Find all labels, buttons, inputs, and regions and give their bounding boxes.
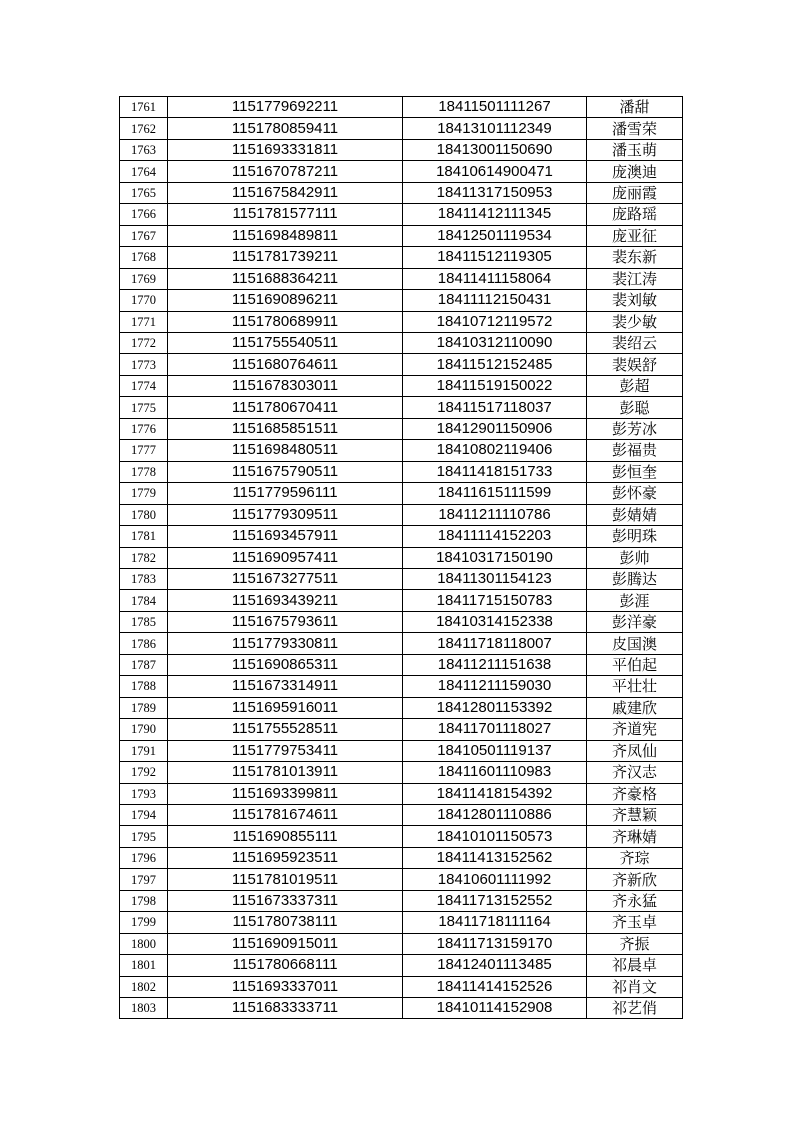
table-row xyxy=(120,568,683,589)
person-name-cell: 祁晨卓 xyxy=(587,955,683,976)
row-index-cell: 1774 xyxy=(120,375,168,396)
person-name-cell: 彭芳冰 xyxy=(587,418,683,439)
person-name-cell: 彭腾达 xyxy=(587,568,683,589)
row-index-cell: 1798 xyxy=(120,890,168,911)
registration-number-cell: 18411713152552 xyxy=(403,890,587,911)
registration-number-cell: 18412801153392 xyxy=(403,697,587,718)
registration-number-cell: 18411418151733 xyxy=(403,461,587,482)
table-row xyxy=(120,676,683,697)
table-row xyxy=(120,182,683,203)
person-name-cell: 裴少敏 xyxy=(587,311,683,332)
registration-number-cell: 18411701118027 xyxy=(403,719,587,740)
registration-number-cell: 18410114152908 xyxy=(403,998,587,1019)
registration-number-cell: 18411718111164 xyxy=(403,912,587,933)
table-body xyxy=(120,97,683,1019)
registration-number-cell: 18411418154392 xyxy=(403,783,587,804)
person-name-cell: 齐振 xyxy=(587,933,683,954)
table-row xyxy=(120,912,683,933)
id-number-cell: 1151675790511 xyxy=(168,461,403,482)
table-row xyxy=(120,504,683,525)
table-row xyxy=(120,332,683,353)
table-row xyxy=(120,697,683,718)
person-name-cell: 彭涯 xyxy=(587,590,683,611)
person-name-cell: 齐琮 xyxy=(587,847,683,868)
row-index-cell: 1784 xyxy=(120,590,168,611)
id-number-cell: 1151781739211 xyxy=(168,247,403,268)
row-index-cell: 1787 xyxy=(120,654,168,675)
table-row xyxy=(120,311,683,332)
person-name-cell: 齐豪格 xyxy=(587,783,683,804)
id-number-cell: 1151695916011 xyxy=(168,697,403,718)
table-row xyxy=(120,375,683,396)
person-name-cell: 彭明珠 xyxy=(587,526,683,547)
person-name-cell: 裴刘敏 xyxy=(587,290,683,311)
person-name-cell: 庞澳迪 xyxy=(587,161,683,182)
row-index-cell: 1768 xyxy=(120,247,168,268)
id-number-cell: 1151781013911 xyxy=(168,762,403,783)
person-name-cell: 彭恒奎 xyxy=(587,461,683,482)
row-index-cell: 1769 xyxy=(120,268,168,289)
id-number-cell: 1151673314911 xyxy=(168,676,403,697)
row-index-cell: 1788 xyxy=(120,676,168,697)
person-name-cell: 齐汉志 xyxy=(587,762,683,783)
person-name-cell: 裴江涛 xyxy=(587,268,683,289)
table-row xyxy=(120,955,683,976)
row-index-cell: 1780 xyxy=(120,504,168,525)
row-index-cell: 1764 xyxy=(120,161,168,182)
registration-number-cell: 18410317150190 xyxy=(403,547,587,568)
registration-number-cell: 18412901150906 xyxy=(403,418,587,439)
id-number-cell: 1151690896211 xyxy=(168,290,403,311)
table-row xyxy=(120,869,683,890)
registration-number-cell: 18410601111992 xyxy=(403,869,587,890)
id-number-cell: 1151779309511 xyxy=(168,504,403,525)
row-index-cell: 1791 xyxy=(120,740,168,761)
table-row xyxy=(120,933,683,954)
row-index-cell: 1795 xyxy=(120,826,168,847)
person-name-cell: 齐永猛 xyxy=(587,890,683,911)
row-index-cell: 1775 xyxy=(120,397,168,418)
id-number-cell: 1151690865311 xyxy=(168,654,403,675)
id-number-cell: 1151690957411 xyxy=(168,547,403,568)
table-row xyxy=(120,247,683,268)
row-index-cell: 1773 xyxy=(120,354,168,375)
registration-number-cell: 18411211110786 xyxy=(403,504,587,525)
table-row xyxy=(120,740,683,761)
registration-number-cell: 18410312110090 xyxy=(403,332,587,353)
id-number-cell: 1151698489811 xyxy=(168,225,403,246)
person-name-cell: 彭婧婧 xyxy=(587,504,683,525)
registration-number-cell: 18411211151638 xyxy=(403,654,587,675)
id-number-cell: 1151780689911 xyxy=(168,311,403,332)
row-index-cell: 1772 xyxy=(120,332,168,353)
registration-number-cell: 18413001150690 xyxy=(403,139,587,160)
table-row xyxy=(120,633,683,654)
id-number-cell: 1151670787211 xyxy=(168,161,403,182)
registration-number-cell: 18412801110886 xyxy=(403,804,587,825)
row-index-cell: 1783 xyxy=(120,568,168,589)
row-index-cell: 1766 xyxy=(120,204,168,225)
id-number-cell: 1151779692211 xyxy=(168,97,403,118)
table-row xyxy=(120,976,683,997)
row-index-cell: 1770 xyxy=(120,290,168,311)
person-name-cell: 齐玉卓 xyxy=(587,912,683,933)
id-number-cell: 1151678303011 xyxy=(168,375,403,396)
data-table xyxy=(119,96,683,1019)
registration-number-cell: 18411715150783 xyxy=(403,590,587,611)
id-number-cell: 1151675842911 xyxy=(168,182,403,203)
registration-number-cell: 18411317150953 xyxy=(403,182,587,203)
person-name-cell: 彭聪 xyxy=(587,397,683,418)
table-row xyxy=(120,719,683,740)
id-number-cell: 1151780859411 xyxy=(168,118,403,139)
row-index-cell: 1781 xyxy=(120,526,168,547)
id-number-cell: 1151680764611 xyxy=(168,354,403,375)
row-index-cell: 1779 xyxy=(120,483,168,504)
table-row xyxy=(120,290,683,311)
table-row xyxy=(120,97,683,118)
table-row xyxy=(120,654,683,675)
person-name-cell: 齐琳婧 xyxy=(587,826,683,847)
person-name-cell: 潘玉萌 xyxy=(587,139,683,160)
id-number-cell: 1151755528511 xyxy=(168,719,403,740)
registration-number-cell: 18412501119534 xyxy=(403,225,587,246)
table-row xyxy=(120,418,683,439)
person-name-cell: 彭帅 xyxy=(587,547,683,568)
person-name-cell: 庞路瑶 xyxy=(587,204,683,225)
id-number-cell: 1151781577111 xyxy=(168,204,403,225)
registration-number-cell: 18412401113485 xyxy=(403,955,587,976)
registration-number-cell: 18411517118037 xyxy=(403,397,587,418)
row-index-cell: 1799 xyxy=(120,912,168,933)
registration-number-cell: 18411414152526 xyxy=(403,976,587,997)
table-row xyxy=(120,483,683,504)
table-row xyxy=(120,461,683,482)
table-row xyxy=(120,590,683,611)
registration-number-cell: 18411713159170 xyxy=(403,933,587,954)
registration-number-cell: 18410501119137 xyxy=(403,740,587,761)
person-name-cell: 彭福贵 xyxy=(587,440,683,461)
table-row xyxy=(120,783,683,804)
person-name-cell: 齐道宪 xyxy=(587,719,683,740)
row-index-cell: 1765 xyxy=(120,182,168,203)
table-row xyxy=(120,354,683,375)
row-index-cell: 1785 xyxy=(120,611,168,632)
id-number-cell: 1151685851511 xyxy=(168,418,403,439)
table-row xyxy=(120,998,683,1019)
id-number-cell: 1151781019511 xyxy=(168,869,403,890)
registration-number-cell: 18411413152562 xyxy=(403,847,587,868)
registration-number-cell: 18411519150022 xyxy=(403,375,587,396)
id-number-cell: 1151688364211 xyxy=(168,268,403,289)
registration-number-cell: 18410802119406 xyxy=(403,440,587,461)
person-name-cell: 平伯起 xyxy=(587,654,683,675)
person-name-cell: 彭洋豪 xyxy=(587,611,683,632)
registration-number-cell: 18411211159030 xyxy=(403,676,587,697)
registration-number-cell: 18411601110983 xyxy=(403,762,587,783)
person-name-cell: 彭超 xyxy=(587,375,683,396)
table-row xyxy=(120,440,683,461)
row-index-cell: 1790 xyxy=(120,719,168,740)
registration-number-cell: 18410614900471 xyxy=(403,161,587,182)
person-name-cell: 裴绍云 xyxy=(587,332,683,353)
id-number-cell: 1151673277511 xyxy=(168,568,403,589)
row-index-cell: 1762 xyxy=(120,118,168,139)
registration-number-cell: 18411512119305 xyxy=(403,247,587,268)
row-index-cell: 1763 xyxy=(120,139,168,160)
table-row xyxy=(120,804,683,825)
row-index-cell: 1797 xyxy=(120,869,168,890)
id-number-cell: 1151780738111 xyxy=(168,912,403,933)
id-number-cell: 1151779753411 xyxy=(168,740,403,761)
table-row xyxy=(120,526,683,547)
id-number-cell: 1151780670411 xyxy=(168,397,403,418)
registration-number-cell: 18411512152485 xyxy=(403,354,587,375)
table-row xyxy=(120,204,683,225)
id-number-cell: 1151693457911 xyxy=(168,526,403,547)
id-number-cell: 1151693439211 xyxy=(168,590,403,611)
id-number-cell: 1151698480511 xyxy=(168,440,403,461)
person-name-cell: 彭怀豪 xyxy=(587,483,683,504)
registration-number-cell: 18410101150573 xyxy=(403,826,587,847)
row-index-cell: 1801 xyxy=(120,955,168,976)
person-name-cell: 齐新欣 xyxy=(587,869,683,890)
id-number-cell: 1151693399811 xyxy=(168,783,403,804)
person-name-cell: 平壮壮 xyxy=(587,676,683,697)
person-name-cell: 祁肖文 xyxy=(587,976,683,997)
person-name-cell: 裴东新 xyxy=(587,247,683,268)
id-number-cell: 1151781674611 xyxy=(168,804,403,825)
id-number-cell: 1151690915011 xyxy=(168,933,403,954)
id-number-cell: 1151673337311 xyxy=(168,890,403,911)
person-name-cell: 戚建欣 xyxy=(587,697,683,718)
table-row xyxy=(120,826,683,847)
row-index-cell: 1802 xyxy=(120,976,168,997)
table-row xyxy=(120,611,683,632)
id-number-cell: 1151693337011 xyxy=(168,976,403,997)
table-row xyxy=(120,118,683,139)
table-row xyxy=(120,268,683,289)
person-name-cell: 潘甜 xyxy=(587,97,683,118)
registration-number-cell: 18411718118007 xyxy=(403,633,587,654)
registration-number-cell: 18411301154123 xyxy=(403,568,587,589)
row-index-cell: 1800 xyxy=(120,933,168,954)
id-number-cell: 1151693331811 xyxy=(168,139,403,160)
row-index-cell: 1777 xyxy=(120,440,168,461)
registration-number-cell: 18411411158064 xyxy=(403,268,587,289)
id-number-cell: 1151780668111 xyxy=(168,955,403,976)
registration-number-cell: 18411112150431 xyxy=(403,290,587,311)
row-index-cell: 1778 xyxy=(120,461,168,482)
id-number-cell: 1151779330811 xyxy=(168,633,403,654)
id-number-cell: 1151690855111 xyxy=(168,826,403,847)
table-row xyxy=(120,161,683,182)
registration-number-cell: 18410314152338 xyxy=(403,611,587,632)
person-name-cell: 庞丽霞 xyxy=(587,182,683,203)
id-number-cell: 1151695923511 xyxy=(168,847,403,868)
row-index-cell: 1803 xyxy=(120,998,168,1019)
row-index-cell: 1792 xyxy=(120,762,168,783)
person-name-cell: 庞亚征 xyxy=(587,225,683,246)
person-name-cell: 裴娱舒 xyxy=(587,354,683,375)
id-number-cell: 1151675793611 xyxy=(168,611,403,632)
person-name-cell: 祁艺俏 xyxy=(587,998,683,1019)
registration-number-cell: 18410712119572 xyxy=(403,311,587,332)
table-row xyxy=(120,762,683,783)
person-name-cell: 潘雪荣 xyxy=(587,118,683,139)
registration-number-cell: 18411412111345 xyxy=(403,204,587,225)
registration-number-cell: 18411615111599 xyxy=(403,483,587,504)
person-name-cell: 齐凤仙 xyxy=(587,740,683,761)
table-row xyxy=(120,397,683,418)
table-row xyxy=(120,139,683,160)
person-name-cell: 皮国澳 xyxy=(587,633,683,654)
id-number-cell: 1151755540511 xyxy=(168,332,403,353)
row-index-cell: 1782 xyxy=(120,547,168,568)
row-index-cell: 1767 xyxy=(120,225,168,246)
id-number-cell: 1151779596111 xyxy=(168,483,403,504)
row-index-cell: 1761 xyxy=(120,97,168,118)
registration-number-cell: 18411501111267 xyxy=(403,97,587,118)
table-row xyxy=(120,890,683,911)
row-index-cell: 1789 xyxy=(120,697,168,718)
row-index-cell: 1776 xyxy=(120,418,168,439)
table-row xyxy=(120,847,683,868)
person-name-cell: 齐慧颖 xyxy=(587,804,683,825)
table-row xyxy=(120,547,683,568)
id-number-cell: 1151683333711 xyxy=(168,998,403,1019)
row-index-cell: 1771 xyxy=(120,311,168,332)
registration-number-cell: 18413101112349 xyxy=(403,118,587,139)
table-row xyxy=(120,225,683,246)
row-index-cell: 1796 xyxy=(120,847,168,868)
row-index-cell: 1786 xyxy=(120,633,168,654)
row-index-cell: 1793 xyxy=(120,783,168,804)
row-index-cell: 1794 xyxy=(120,804,168,825)
registration-number-cell: 18411114152203 xyxy=(403,526,587,547)
